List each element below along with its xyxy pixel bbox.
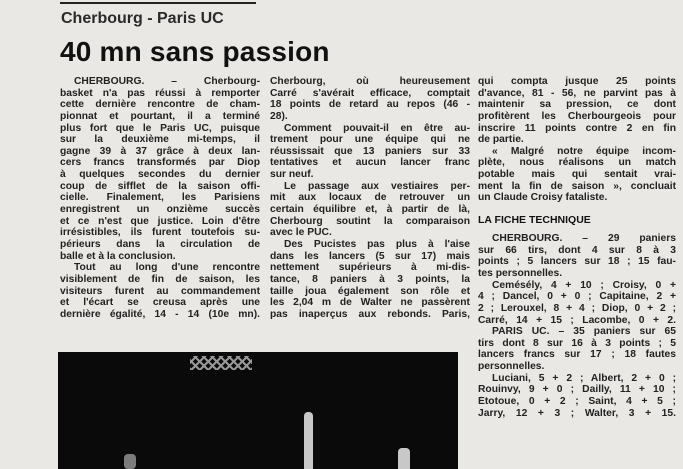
text-line: Jarry, 12 + 3 ; Walter, 3 + 15. xyxy=(478,407,676,419)
text-line: qui compta jusque 25 points xyxy=(478,76,676,87)
text-line: Carré s'avérait efficace, comptait xyxy=(270,87,470,99)
fiche-technique-body xyxy=(478,233,676,419)
text-line: dans les lancers (5 sur 17) mais xyxy=(270,250,470,262)
text-line: cielle. Finalement, les Parisiens xyxy=(60,192,260,204)
basket-net xyxy=(190,356,252,370)
raised-hand xyxy=(398,448,410,469)
article-headline: 40 mn sans passion xyxy=(60,36,330,67)
text-line: coup de sifflet de la saison offi- xyxy=(60,180,260,192)
text-line: Cherbourg soutint la comparaison xyxy=(270,215,470,227)
text-line: mit aux locaux de retrouver un xyxy=(270,192,470,204)
text-line: tentatives et aucun lancer franc xyxy=(270,157,470,169)
text-line: irrésistibles, ils furent toutefois su- xyxy=(60,227,260,239)
text-line: 4 ; Dancel, 0 + 0 ; Capitaine, 2 + xyxy=(478,291,676,303)
basketball-photo xyxy=(58,352,458,469)
text-line: pas inaperçus aux rebonds. Paris, xyxy=(270,308,470,320)
text-line: inscrire 11 points contre 2 en fin xyxy=(478,122,676,134)
text-line: taille joua également son rôle et xyxy=(270,285,470,297)
text-line: Cherbourg, où heureusement xyxy=(270,76,470,87)
text-line: plus fort que le Paris UC, puisque xyxy=(60,122,260,134)
text-line: Comment pouvait-il en être au- xyxy=(284,122,470,134)
text-line: maintenir sa pression, ce dont xyxy=(478,99,676,111)
fiche-technique-title: LA FICHE TECHNIQUE xyxy=(478,214,591,227)
text-line: sur 66 tirs, dont 4 sur 8 à 3 xyxy=(478,244,676,256)
text-line: Des Pucistes pas plus à l'aise xyxy=(284,238,470,250)
text-line: ment la fin de saison », concluait xyxy=(478,180,676,192)
column-3-body xyxy=(478,76,676,204)
text-line: sur la deuxième mi-temps, il xyxy=(60,134,260,146)
article-column-2 xyxy=(270,76,470,320)
text-line: basket n'a pas réussi à remporter xyxy=(60,87,260,99)
raised-arm xyxy=(304,412,313,469)
text-line: PARIS UC. – 35 paniers sur 65 xyxy=(492,326,676,338)
text-line: personnelles. xyxy=(478,361,545,373)
text-line: avec le PUC. xyxy=(270,227,332,239)
text-line: enregistrent un onzième succès xyxy=(60,204,260,216)
text-line: Le passage aux vestiaires per- xyxy=(284,180,470,192)
text-line: plète, nous réalisons un match xyxy=(478,157,676,169)
text-line: périeurs dans la circulation de xyxy=(60,238,260,250)
text-line: Carré, 14 + 15 ; Lacombe, 0 + 2. xyxy=(478,314,676,326)
text-line: certain équilibre et, à partir de là, xyxy=(270,204,470,216)
text-line: Étotoue, 0 + 2 ; Saint, 4 + 5 ; xyxy=(478,396,676,408)
text-line: trement pour une équipe qui ne xyxy=(270,134,470,146)
text-line: 18 points de retard au repos (46 - xyxy=(270,99,470,111)
text-line: à quelques secondes du dernier xyxy=(60,169,260,181)
text-line: lancers francs sur 17 ; 18 fautes xyxy=(478,349,676,361)
text-line: Tout au long d'une rencontre xyxy=(74,262,260,274)
player-hand xyxy=(124,454,136,469)
text-line: CHERBOURG. – Cherbourg- xyxy=(74,76,260,87)
text-line: cers francs transformés par Diop xyxy=(60,157,260,169)
text-line: profitèrent les Cherbourgeois pour xyxy=(478,110,676,122)
article-column-3 xyxy=(478,76,676,419)
text-line: tes personnelles. xyxy=(478,267,563,279)
text-line: visiblement de fin de saison, les xyxy=(60,273,260,285)
text-line: gagne 39 à 37 grâce à deux lan- xyxy=(60,145,260,157)
text-line: « Malgré notre équipe incom- xyxy=(492,145,676,157)
text-line: balle et à la conclusion. xyxy=(60,250,176,262)
text-line: 28). xyxy=(270,110,288,122)
text-line: pionnat et pourtant, il a terminé xyxy=(60,110,260,122)
text-line: potable mais qui sentait vrai- xyxy=(478,169,676,181)
text-line: Rouinvy, 9 + 0 ; Dailly, 11 + 10 ; xyxy=(478,384,676,396)
text-line: tirs dont 8 sur 16 à 3 points ; 5 xyxy=(478,337,676,349)
text-line: d'avance, 81 - 56, ne parvint pas à xyxy=(478,87,676,99)
text-line: sur neuf. xyxy=(270,169,314,181)
text-line: dernière égalité, 14 - 14 (10e mn). xyxy=(60,308,260,320)
text-line: et ce n'est que justice. Loin d'être xyxy=(60,215,260,227)
text-line: Luciani, 5 + 2 ; Albert, 2 + 0 ; xyxy=(492,372,676,384)
text-line: réussissait que 13 paniers sur 33 xyxy=(270,145,470,157)
text-line: tance, 8 paniers à 3 points, la xyxy=(270,273,470,285)
text-line: nettement supérieurs à mi-dis- xyxy=(270,262,470,274)
text-line: cette dernière rencontre de cham- xyxy=(60,99,260,111)
text-line: 2 ; Lerouxel, 8 + 4 ; Diop, 0 + 2 ; xyxy=(478,302,676,314)
text-line: CHERBOURG. – 29 paniers xyxy=(492,233,676,245)
text-line: un Claude Croisy fataliste. xyxy=(478,192,608,204)
text-line: visiteurs furent au commandement xyxy=(60,285,260,297)
article-column-1 xyxy=(60,76,260,320)
text-line: et l'écart se creusa après une xyxy=(60,297,260,309)
article-kicker: Cherbourg - Paris UC xyxy=(61,10,224,27)
text-line: de partie. xyxy=(478,134,524,146)
top-rule xyxy=(60,2,256,4)
text-line: points ; 5 lancers sur 18 ; 15 fau- xyxy=(478,256,676,268)
text-line: les 2,04 m de Walter ne passèrent xyxy=(270,297,470,309)
text-line: Cemésély, 4 + 10 ; Croisy, 0 + xyxy=(492,279,676,291)
